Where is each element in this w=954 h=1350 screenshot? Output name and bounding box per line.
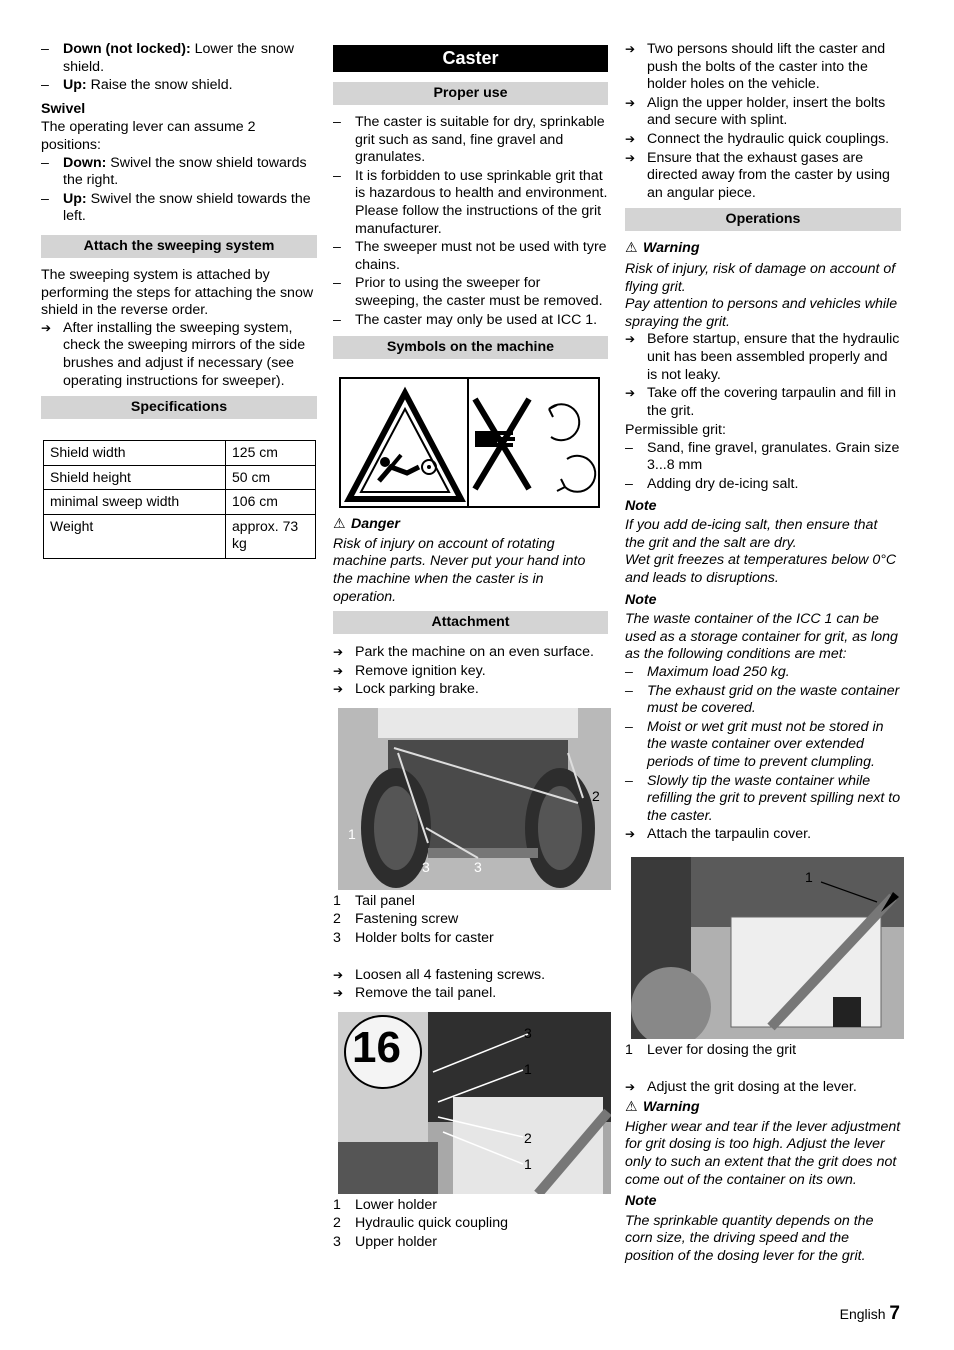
list-item: – Moist or wet grit must not be stored in the waste container over extended periods of time to prevent clumpling. (625, 719, 901, 772)
danger-text: Risk of injury on account of rotating machine parts. Never put your hand into the machine when the caster is in operation. (333, 535, 586, 605)
warning-label: ⚠ Warning (625, 240, 700, 257)
column-middle (333, 41, 608, 1252)
warning-triangle-icon: ⚠ (625, 1099, 638, 1116)
callout-label: 1 (524, 1155, 532, 1172)
table-cell: Weight (44, 514, 226, 558)
table-cell: Shield width (44, 441, 226, 466)
legend-item: 1 Tail panel (333, 892, 415, 909)
note-text: The waste container of the ICC 1 can be used as a storage container for grit, as long as the following conditions are met: (625, 611, 898, 663)
table-cell: 50 cm (226, 465, 316, 490)
list-item: – Down (not locked): Lower the snow shield. (41, 41, 317, 76)
step-item: ➔ Attach the tarpaulin cover. (625, 826, 901, 844)
list-item: – Maximum load 250 kg. (625, 664, 901, 682)
note-text: The sprinkable quantity depends on the corn size, the driving speed and the position of the dosing lever for the grit. (625, 1212, 874, 1264)
step-item: ➔ Remove ignition key. (333, 663, 608, 681)
photo-tail-panel (338, 708, 611, 890)
step-item: ➔ Adjust the grit dosing at the lever. (625, 1079, 901, 1097)
step-item: ➔ Align the upper holder, insert the bolts and secure with splint. (625, 95, 901, 130)
list-item: – Adding dry de-icing salt. (625, 476, 901, 494)
photo-holders (338, 1012, 611, 1194)
legend-item: 1 Lower holder (333, 1196, 438, 1213)
callout-label: 2 (592, 787, 600, 804)
list-item: – Sand, fine gravel, granulates. Grain size 3...8 mm (625, 440, 901, 475)
step-item: ➔ Loosen all 4 fastening screws. (333, 967, 608, 985)
paragraph: The operating lever can assume 2 positions: (41, 119, 256, 153)
section-band-operations: Operations (625, 208, 901, 231)
step-item: ➔ Take off the covering tarpaulin and fill in the grit. (625, 385, 901, 420)
table-row (44, 465, 316, 490)
list-item: – The sweeper must not be used with tyre chains. (333, 239, 608, 274)
badge-number: 16 (352, 1022, 401, 1072)
section-band-symbols: Symbols on the machine (333, 336, 608, 359)
list-item: – Prior to using the sweeper for sweeping, the caster must be removed. (333, 275, 608, 310)
paragraph: The sweeping system is attached by performing the steps for attaching the snow shield in the reverse order. (41, 266, 314, 319)
section-band-attach-sweeping: Attach the sweeping system (41, 235, 317, 258)
list-item: – Up: Raise the snow shield. (41, 77, 317, 95)
callout-label: 2 (524, 1129, 532, 1146)
callout-label: 3 (524, 1024, 532, 1041)
note-label: Note (625, 497, 657, 514)
callout-label: 3 (474, 858, 482, 875)
list-item: – Up: Swivel the snow shield towards the left. (41, 191, 317, 226)
list-item: – The exhaust grid on the waste container must be covered. (625, 683, 901, 718)
list-item: – The caster is suitable for dry, sprinkable grit such as sand, fine gravel and granulates. (333, 114, 608, 167)
table-row (44, 514, 316, 558)
step-item: ➔ Park the machine on an even surface. (333, 644, 608, 662)
page-footer (840, 1305, 900, 1324)
paragraph: Permissible grit: (625, 422, 726, 439)
legend-item: 3 Holder bolts for caster (333, 930, 494, 947)
step-item: ➔ Lock parking brake. (333, 681, 608, 699)
section-band-specifications: Specifications (41, 396, 317, 419)
callout-label: 1 (524, 1060, 532, 1077)
column-left (41, 41, 317, 559)
callout-label: 3 (422, 858, 430, 875)
table-cell: 106 cm (226, 490, 316, 515)
danger-label: ⚠ Danger (333, 516, 400, 533)
legend-item: 1 Lever for dosing the grit (625, 1041, 797, 1058)
step-item: ➔ Remove the tail panel. (333, 985, 608, 1003)
warning-text: Higher wear and tear if the lever adjustment for grit dosing is too high. Adjust the lever only to such an extent that the grit does not come out of the container on its own. (625, 1118, 901, 1188)
page-number: 7 (889, 1303, 900, 1324)
warning-triangle-icon: ⚠ (333, 516, 346, 533)
chapter-title-caster: Caster (333, 45, 608, 72)
table-row (44, 441, 316, 466)
step-item: ➔ Ensure that the exhaust gases are directed away from the caster by using an angular piece. (625, 150, 901, 203)
hazard-triangle-icon (341, 379, 469, 506)
legend-item: 2 Hydraulic quick coupling (333, 1215, 508, 1232)
callout-label: 1 (348, 825, 356, 842)
step-item: ➔ Before startup, ensure that the hydraulic unit has been assembled properly and is not leaky. (625, 331, 901, 384)
step-item: ➔ After installing the sweeping system, check the sweeping mirrors of the side brushes and adjust if necessary (see operating instructions for sweeper). (41, 320, 317, 390)
table-cell: approx. 73 kg (226, 514, 316, 558)
column-right (625, 41, 901, 1265)
note-text: If you add de-icing salt, then ensure that the grit and the salt are dry. (625, 517, 878, 551)
safety-symbols-image (339, 377, 600, 508)
list-item: – The caster may only be used at ICC 1. (333, 312, 608, 330)
callout-label: 1 (805, 868, 813, 885)
spec-table (43, 440, 316, 559)
list-item: – It is forbidden to use sprinkable grit that is hazardous to health and environment. Please follow the instructions of the grit manufacturer. (333, 168, 608, 238)
legend-item: 3 Upper holder (333, 1234, 438, 1251)
legend-item: 2 Fastening screw (333, 911, 459, 928)
table-cell: Shield height (44, 465, 226, 490)
note-text: Wet grit freezes at temperatures below 0°C and leads to disruptions. (625, 552, 897, 587)
warning-triangle-icon: ⚠ (625, 240, 638, 257)
photo-dosing-lever (631, 857, 904, 1039)
no-hand-rotating-parts-icon (469, 379, 598, 506)
section-title-swivel: Swivel (41, 100, 86, 117)
note-label: Note (625, 591, 657, 608)
list-item: – Down: Swivel the snow shield towards the right. (41, 155, 317, 190)
warning-text: Pay attention to persons and vehicles while spraying the grit. (625, 296, 898, 330)
table-cell: 125 cm (226, 441, 316, 466)
list-item: – Slowly tip the waste container while refilling the grit to prevent spilling next to the caster. (625, 773, 901, 826)
warning-label: ⚠ Warning (625, 1099, 700, 1116)
table-row (44, 490, 316, 515)
table-cell: minimal sweep width (44, 490, 226, 515)
step-item: ➔ Two persons should lift the caster and push the bolts of the caster into the holder holes on the vehicle. (625, 41, 901, 94)
warning-text: Risk of injury, risk of damage on account of flying grit. (625, 260, 896, 295)
section-band-proper-use: Proper use (333, 82, 608, 105)
note-label: Note (625, 1193, 657, 1210)
footer-language: English (839, 1306, 886, 1322)
step-item: ➔ Connect the hydraulic quick couplings. (625, 131, 901, 149)
section-band-attachment: Attachment (333, 611, 608, 634)
